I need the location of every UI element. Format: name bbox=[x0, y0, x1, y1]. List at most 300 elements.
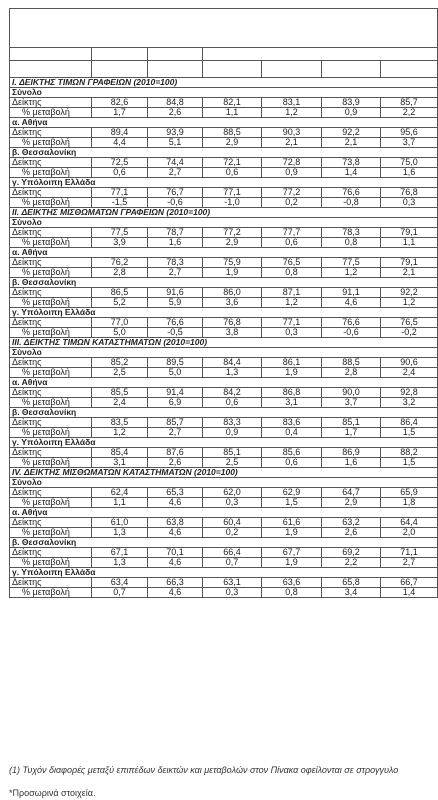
pct-change-value: 0,8 bbox=[262, 268, 322, 278]
pct-change-value: 2,4 bbox=[381, 368, 438, 378]
index-row bbox=[10, 578, 438, 588]
pct-change-label: % μεταβολή bbox=[10, 108, 92, 118]
group-title: β. Θεσσαλονίκη bbox=[10, 408, 438, 418]
pct-change-label: % μεταβολή bbox=[10, 268, 92, 278]
group-title: Σύνολο bbox=[10, 218, 438, 228]
pct-change-value: 2,1 bbox=[262, 138, 322, 148]
pct-change-value: 4,6 bbox=[148, 528, 203, 538]
index-value: 85,1 bbox=[203, 448, 262, 458]
pct-change-value: 2,8 bbox=[322, 368, 381, 378]
pct-change-value: 0,3 bbox=[381, 198, 438, 208]
pct-change-row bbox=[10, 368, 438, 378]
pct-change-row bbox=[10, 268, 438, 278]
pct-change-value: 1,6 bbox=[381, 168, 438, 178]
index-label: Δείκτης bbox=[10, 388, 92, 398]
pct-change-value: 0,9 bbox=[203, 428, 262, 438]
pct-change-row bbox=[10, 428, 438, 438]
index-value: 75,9 bbox=[203, 258, 262, 268]
group-title-row bbox=[10, 148, 438, 158]
pct-change-value: 1,2 bbox=[262, 108, 322, 118]
index-value: 84,2 bbox=[203, 388, 262, 398]
pct-change-value: 6,9 bbox=[148, 398, 203, 408]
group-title: Σύνολο bbox=[10, 348, 438, 358]
index-value: 76,8 bbox=[203, 318, 262, 328]
pct-change-value: -0,6 bbox=[322, 328, 381, 338]
section-title-row bbox=[10, 338, 438, 348]
index-value: 76,6 bbox=[322, 318, 381, 328]
pct-change-value: 3,4 bbox=[322, 588, 381, 598]
index-value: 69,2 bbox=[322, 548, 381, 558]
header-cell-blank bbox=[148, 48, 203, 61]
index-value: 85,2 bbox=[92, 358, 148, 368]
index-label: Δείκτης bbox=[10, 518, 92, 528]
index-value: 76,6 bbox=[148, 318, 203, 328]
index-value: 84,8 bbox=[148, 98, 203, 108]
pct-change-value: 5,1 bbox=[148, 138, 203, 148]
group-title: γ. Υπόλοιπη Ελλάδα bbox=[10, 308, 438, 318]
section-title: III. ΔΕΙΚΤΗΣ ΤΙΜΩΝ ΚΑΤΑΣΤΗΜΑΤΩΝ (2010=100) bbox=[10, 338, 438, 348]
index-value: 67,7 bbox=[262, 548, 322, 558]
pct-change-value: -0,8 bbox=[322, 198, 381, 208]
group-title: α. Αθήνα bbox=[10, 248, 438, 258]
pct-change-value: 0,7 bbox=[203, 558, 262, 568]
group-title-row bbox=[10, 178, 438, 188]
index-value: 83,1 bbox=[262, 98, 322, 108]
pct-change-value: 1,8 bbox=[381, 498, 438, 508]
pct-change-value: 0,6 bbox=[203, 398, 262, 408]
pct-change-row bbox=[10, 198, 438, 208]
index-label: Δείκτης bbox=[10, 548, 92, 558]
index-value: 75,0 bbox=[381, 158, 438, 168]
index-value: 85,7 bbox=[381, 98, 438, 108]
index-value: 67,1 bbox=[92, 548, 148, 558]
pct-change-value: 4,6 bbox=[148, 558, 203, 568]
pct-change-value: 2,0 bbox=[381, 528, 438, 538]
pct-change-row bbox=[10, 398, 438, 408]
pct-change-row bbox=[10, 588, 438, 598]
index-value: 72,8 bbox=[262, 158, 322, 168]
index-value: 91,4 bbox=[148, 388, 203, 398]
pct-change-value: 3,9 bbox=[92, 238, 148, 248]
pct-change-value: 2,9 bbox=[322, 498, 381, 508]
index-value: 63,8 bbox=[148, 518, 203, 528]
pct-change-value: -0,5 bbox=[148, 328, 203, 338]
index-value: 60,4 bbox=[203, 518, 262, 528]
index-value: 63,6 bbox=[262, 578, 322, 588]
pct-change-value: 1,1 bbox=[381, 238, 438, 248]
index-value: 61,0 bbox=[92, 518, 148, 528]
pct-change-row bbox=[10, 108, 438, 118]
pct-change-label: % μεταβολή bbox=[10, 428, 92, 438]
index-value: 62,0 bbox=[203, 488, 262, 498]
header-cell-blank bbox=[92, 61, 148, 78]
index-label: Δείκτης bbox=[10, 98, 92, 108]
index-value: 85,7 bbox=[148, 418, 203, 428]
index-row bbox=[10, 388, 438, 398]
index-value: 90,3 bbox=[262, 128, 322, 138]
pct-change-value: 3,1 bbox=[262, 398, 322, 408]
index-value: 76,2 bbox=[92, 258, 148, 268]
pct-change-value: 2,6 bbox=[322, 528, 381, 538]
index-value: 87,1 bbox=[262, 288, 322, 298]
group-title-row bbox=[10, 278, 438, 288]
index-row bbox=[10, 188, 438, 198]
pct-change-row bbox=[10, 558, 438, 568]
index-value: 92,8 bbox=[381, 388, 438, 398]
index-label: Δείκτης bbox=[10, 188, 92, 198]
header-cell-blank bbox=[381, 61, 438, 78]
group-title: α. Αθήνα bbox=[10, 508, 438, 518]
pct-change-value: 0,6 bbox=[262, 238, 322, 248]
index-label: Δείκτης bbox=[10, 418, 92, 428]
pct-change-row bbox=[10, 328, 438, 338]
index-value: 76,7 bbox=[148, 188, 203, 198]
index-row bbox=[10, 258, 438, 268]
index-value: 72,5 bbox=[92, 158, 148, 168]
group-title-row bbox=[10, 408, 438, 418]
pct-change-label: % μεταβολή bbox=[10, 168, 92, 178]
index-value: 76,6 bbox=[322, 188, 381, 198]
index-value: 77,0 bbox=[92, 318, 148, 328]
pct-change-value: 3,7 bbox=[381, 138, 438, 148]
index-row bbox=[10, 318, 438, 328]
index-value: 71,1 bbox=[381, 548, 438, 558]
pct-change-value: 3,6 bbox=[203, 298, 262, 308]
index-value: 86,5 bbox=[92, 288, 148, 298]
pct-change-value: 1,2 bbox=[92, 428, 148, 438]
group-title-row bbox=[10, 118, 438, 128]
group-title-row bbox=[10, 538, 438, 548]
group-title: β. Θεσσαλονίκη bbox=[10, 278, 438, 288]
group-title-row bbox=[10, 508, 438, 518]
index-value: 73,8 bbox=[322, 158, 381, 168]
pct-change-value: 1,3 bbox=[203, 368, 262, 378]
section-title-row bbox=[10, 468, 438, 478]
index-value: 77,5 bbox=[322, 258, 381, 268]
index-value: 77,1 bbox=[92, 188, 148, 198]
pct-change-value: 1,9 bbox=[262, 558, 322, 568]
pct-change-value: 0,8 bbox=[262, 588, 322, 598]
index-value: 85,6 bbox=[262, 448, 322, 458]
pct-change-value: -1,0 bbox=[203, 198, 262, 208]
pct-change-value: -1,5 bbox=[92, 198, 148, 208]
header-row-top bbox=[10, 9, 438, 48]
index-value: 79,1 bbox=[381, 228, 438, 238]
index-row bbox=[10, 548, 438, 558]
pct-change-value: 1,3 bbox=[92, 558, 148, 568]
header-cell-span bbox=[203, 48, 438, 61]
index-label: Δείκτης bbox=[10, 488, 92, 498]
pct-change-value: 1,5 bbox=[262, 498, 322, 508]
index-value: 92,2 bbox=[381, 288, 438, 298]
group-title-row bbox=[10, 248, 438, 258]
pct-change-value: 2,4 bbox=[92, 398, 148, 408]
header-cell-top bbox=[10, 9, 438, 48]
pct-change-value: 2,7 bbox=[148, 428, 203, 438]
group-title-row bbox=[10, 88, 438, 98]
pct-change-value: 2,7 bbox=[148, 268, 203, 278]
pct-change-row bbox=[10, 238, 438, 248]
index-value: 91,1 bbox=[322, 288, 381, 298]
group-title: β. Θεσσαλονίκη bbox=[10, 148, 438, 158]
index-value: 88,5 bbox=[203, 128, 262, 138]
group-title: γ. Υπόλοιπη Ελλάδα bbox=[10, 568, 438, 578]
pct-change-value: 1,6 bbox=[148, 238, 203, 248]
pct-change-value: 0,2 bbox=[262, 198, 322, 208]
index-value: 65,3 bbox=[148, 488, 203, 498]
header-cell-blank bbox=[148, 61, 203, 78]
pct-change-row bbox=[10, 458, 438, 468]
index-value: 86,9 bbox=[322, 448, 381, 458]
pct-change-value: 0,4 bbox=[262, 428, 322, 438]
pct-change-value: 2,6 bbox=[148, 458, 203, 468]
index-value: 85,1 bbox=[322, 418, 381, 428]
header-cell-blank bbox=[10, 48, 92, 61]
pct-change-value: 5,0 bbox=[148, 368, 203, 378]
footnote-rounding: (1) Τυχόν διαφορές μεταξύ επιπέδων δεικτών και μεταβολών στον Πίνακα οφείλονται σε στρογγυλο bbox=[9, 765, 399, 775]
index-row bbox=[10, 228, 438, 238]
pct-change-value: -0,2 bbox=[381, 328, 438, 338]
pct-change-value: 2,2 bbox=[381, 108, 438, 118]
pct-change-row bbox=[10, 298, 438, 308]
pct-change-value: 1,2 bbox=[381, 298, 438, 308]
index-value: 77,7 bbox=[262, 228, 322, 238]
group-title: Σύνολο bbox=[10, 478, 438, 488]
pct-change-value: 2,8 bbox=[92, 268, 148, 278]
index-value: 70,1 bbox=[148, 548, 203, 558]
pct-change-value: 1,7 bbox=[322, 428, 381, 438]
pct-change-label: % μεταβολή bbox=[10, 238, 92, 248]
pct-change-value: 1,9 bbox=[203, 268, 262, 278]
header-cell-blank bbox=[262, 61, 322, 78]
index-value: 66,4 bbox=[203, 548, 262, 558]
index-value: 77,1 bbox=[262, 318, 322, 328]
index-row bbox=[10, 128, 438, 138]
pct-change-label: % μεταβολή bbox=[10, 458, 92, 468]
pct-change-value: 1,9 bbox=[262, 368, 322, 378]
index-value: 85,5 bbox=[92, 388, 148, 398]
header-cell-blank bbox=[92, 48, 148, 61]
section-title-row bbox=[10, 208, 438, 218]
group-title: Σύνολο bbox=[10, 88, 438, 98]
pct-change-value: 4,4 bbox=[92, 138, 148, 148]
index-value: 77,1 bbox=[203, 188, 262, 198]
index-value: 79,1 bbox=[381, 258, 438, 268]
pct-change-value: 3,2 bbox=[381, 398, 438, 408]
index-value: 86,4 bbox=[381, 418, 438, 428]
index-value: 93,9 bbox=[148, 128, 203, 138]
section-title: I. ΔΕΙΚΤΗΣ ΤΙΜΩΝ ΓΡΑΦΕΙΩΝ (2010=100) bbox=[10, 78, 438, 88]
pct-change-value: 2,5 bbox=[203, 458, 262, 468]
pct-change-value: 0,6 bbox=[203, 168, 262, 178]
pct-change-value: 0,6 bbox=[262, 458, 322, 468]
table-body bbox=[10, 9, 438, 598]
index-value: 78,3 bbox=[322, 228, 381, 238]
pct-change-value: 1,1 bbox=[92, 498, 148, 508]
index-value: 95,6 bbox=[381, 128, 438, 138]
pct-change-value: 1,9 bbox=[262, 528, 322, 538]
section-title: II. ΔΕΙΚΤΗΣ ΜΙΣΘΩΜΑΤΩΝ ΓΡΑΦΕΙΩΝ (2010=100) bbox=[10, 208, 438, 218]
pct-change-value: 1,5 bbox=[381, 458, 438, 468]
pct-change-label: % μεταβολή bbox=[10, 398, 92, 408]
group-title-row bbox=[10, 568, 438, 578]
index-value: 88,5 bbox=[322, 358, 381, 368]
group-title-row bbox=[10, 478, 438, 488]
pct-change-value: 1,5 bbox=[381, 428, 438, 438]
pct-change-label: % μεταβολή bbox=[10, 528, 92, 538]
index-value: 77,2 bbox=[262, 188, 322, 198]
pct-change-value: 4,6 bbox=[322, 298, 381, 308]
footnote-provisional: *Προσωρινά στοιχεία. bbox=[9, 788, 96, 798]
group-title: γ. Υπόλοιπη Ελλάδα bbox=[10, 178, 438, 188]
index-value: 63,2 bbox=[322, 518, 381, 528]
index-value: 76,5 bbox=[381, 318, 438, 328]
group-title: α. Αθήνα bbox=[10, 378, 438, 388]
index-value: 63,4 bbox=[92, 578, 148, 588]
index-label: Δείκτης bbox=[10, 258, 92, 268]
pct-change-value: -0,6 bbox=[148, 198, 203, 208]
index-row bbox=[10, 98, 438, 108]
index-row bbox=[10, 488, 438, 498]
index-value: 86,8 bbox=[262, 388, 322, 398]
group-title-row bbox=[10, 218, 438, 228]
index-row bbox=[10, 418, 438, 428]
index-value: 64,4 bbox=[381, 518, 438, 528]
index-value: 82,6 bbox=[92, 98, 148, 108]
group-title: γ. Υπόλοιπη Ελλάδα bbox=[10, 438, 438, 448]
header-row-middle bbox=[10, 48, 438, 61]
pct-change-value: 1,4 bbox=[381, 588, 438, 598]
index-label: Δείκτης bbox=[10, 358, 92, 368]
index-value: 82,1 bbox=[203, 98, 262, 108]
index-value: 92,2 bbox=[322, 128, 381, 138]
section-title-row bbox=[10, 78, 438, 88]
index-value: 86,1 bbox=[262, 358, 322, 368]
index-row bbox=[10, 518, 438, 528]
index-value: 65,8 bbox=[322, 578, 381, 588]
index-row bbox=[10, 158, 438, 168]
pct-change-value: 3,1 bbox=[92, 458, 148, 468]
index-value: 83,6 bbox=[262, 418, 322, 428]
index-value: 63,1 bbox=[203, 578, 262, 588]
pct-change-value: 0,6 bbox=[92, 168, 148, 178]
index-value: 66,3 bbox=[148, 578, 203, 588]
pct-change-row bbox=[10, 138, 438, 148]
index-label: Δείκτης bbox=[10, 448, 92, 458]
index-value: 87,6 bbox=[148, 448, 203, 458]
index-value: 74,4 bbox=[148, 158, 203, 168]
index-value: 78,3 bbox=[148, 258, 203, 268]
index-value: 83,9 bbox=[322, 98, 381, 108]
header-cell-blank bbox=[203, 61, 262, 78]
pct-change-row bbox=[10, 168, 438, 178]
pct-change-value: 1,4 bbox=[322, 168, 381, 178]
index-value: 88,2 bbox=[381, 448, 438, 458]
index-value: 76,8 bbox=[381, 188, 438, 198]
pct-change-label: % μεταβολή bbox=[10, 198, 92, 208]
index-value: 64,7 bbox=[322, 488, 381, 498]
index-label: Δείκτης bbox=[10, 228, 92, 238]
pct-change-value: 2,6 bbox=[148, 108, 203, 118]
pct-change-label: % μεταβολή bbox=[10, 498, 92, 508]
pct-change-value: 2,1 bbox=[322, 138, 381, 148]
index-value: 83,3 bbox=[203, 418, 262, 428]
index-value: 86,0 bbox=[203, 288, 262, 298]
pct-change-value: 4,6 bbox=[148, 588, 203, 598]
pct-change-value: 1,7 bbox=[92, 108, 148, 118]
header-cell-blank bbox=[10, 61, 92, 78]
pct-change-value: 2,9 bbox=[203, 238, 262, 248]
index-value: 91,6 bbox=[148, 288, 203, 298]
index-value: 83,5 bbox=[92, 418, 148, 428]
pct-change-value: 2,5 bbox=[92, 368, 148, 378]
pct-change-value: 1,6 bbox=[322, 458, 381, 468]
pct-change-value: 0,9 bbox=[262, 168, 322, 178]
index-row bbox=[10, 288, 438, 298]
pct-change-label: % μεταβολή bbox=[10, 368, 92, 378]
index-value: 89,4 bbox=[92, 128, 148, 138]
pct-change-value: 2,9 bbox=[203, 138, 262, 148]
group-title-row bbox=[10, 308, 438, 318]
pct-change-value: 3,8 bbox=[203, 328, 262, 338]
group-title: α. Αθήνα bbox=[10, 118, 438, 128]
pct-change-value: 4,6 bbox=[148, 498, 203, 508]
pct-change-value: 0,3 bbox=[203, 498, 262, 508]
group-title-row bbox=[10, 438, 438, 448]
index-label: Δείκτης bbox=[10, 158, 92, 168]
header-cell-blank bbox=[322, 61, 381, 78]
pct-change-value: 2,7 bbox=[381, 558, 438, 568]
pct-change-label: % μεταβολή bbox=[10, 138, 92, 148]
index-label: Δείκτης bbox=[10, 578, 92, 588]
pct-change-row bbox=[10, 498, 438, 508]
index-label: Δείκτης bbox=[10, 318, 92, 328]
pct-change-value: 3,7 bbox=[322, 398, 381, 408]
pct-change-value: 1,2 bbox=[322, 268, 381, 278]
index-value: 89,5 bbox=[148, 358, 203, 368]
index-value: 90,0 bbox=[322, 388, 381, 398]
index-value: 72,1 bbox=[203, 158, 262, 168]
data-table bbox=[9, 8, 438, 598]
pct-change-label: % μεταβολή bbox=[10, 558, 92, 568]
pct-change-label: % μεταβολή bbox=[10, 328, 92, 338]
pct-change-value: 2,1 bbox=[381, 268, 438, 278]
pct-change-row bbox=[10, 528, 438, 538]
index-value: 62,9 bbox=[262, 488, 322, 498]
group-title-row bbox=[10, 348, 438, 358]
pct-change-value: 0,3 bbox=[262, 328, 322, 338]
index-value: 77,5 bbox=[92, 228, 148, 238]
pct-change-value: 0,2 bbox=[203, 528, 262, 538]
pct-change-value: 5,0 bbox=[92, 328, 148, 338]
pct-change-value: 0,8 bbox=[322, 238, 381, 248]
index-value: 66,7 bbox=[381, 578, 438, 588]
pct-change-value: 1,3 bbox=[92, 528, 148, 538]
pct-change-value: 5,2 bbox=[92, 298, 148, 308]
pct-change-value: 2,7 bbox=[148, 168, 203, 178]
index-value: 62,4 bbox=[92, 488, 148, 498]
pct-change-value: 0,9 bbox=[322, 108, 381, 118]
index-row bbox=[10, 358, 438, 368]
index-value: 76,5 bbox=[262, 258, 322, 268]
section-title: IV. ΔΕΙΚΤΗΣ ΜΙΣΘΩΜΑΤΩΝ ΚΑΤΑΣΤΗΜΑΤΩΝ (2010=100) bbox=[10, 468, 438, 478]
index-value: 61,6 bbox=[262, 518, 322, 528]
index-label: Δείκτης bbox=[10, 128, 92, 138]
pct-change-value: 2,2 bbox=[322, 558, 381, 568]
index-value: 85,4 bbox=[92, 448, 148, 458]
index-value: 77,2 bbox=[203, 228, 262, 238]
index-value: 78,7 bbox=[148, 228, 203, 238]
